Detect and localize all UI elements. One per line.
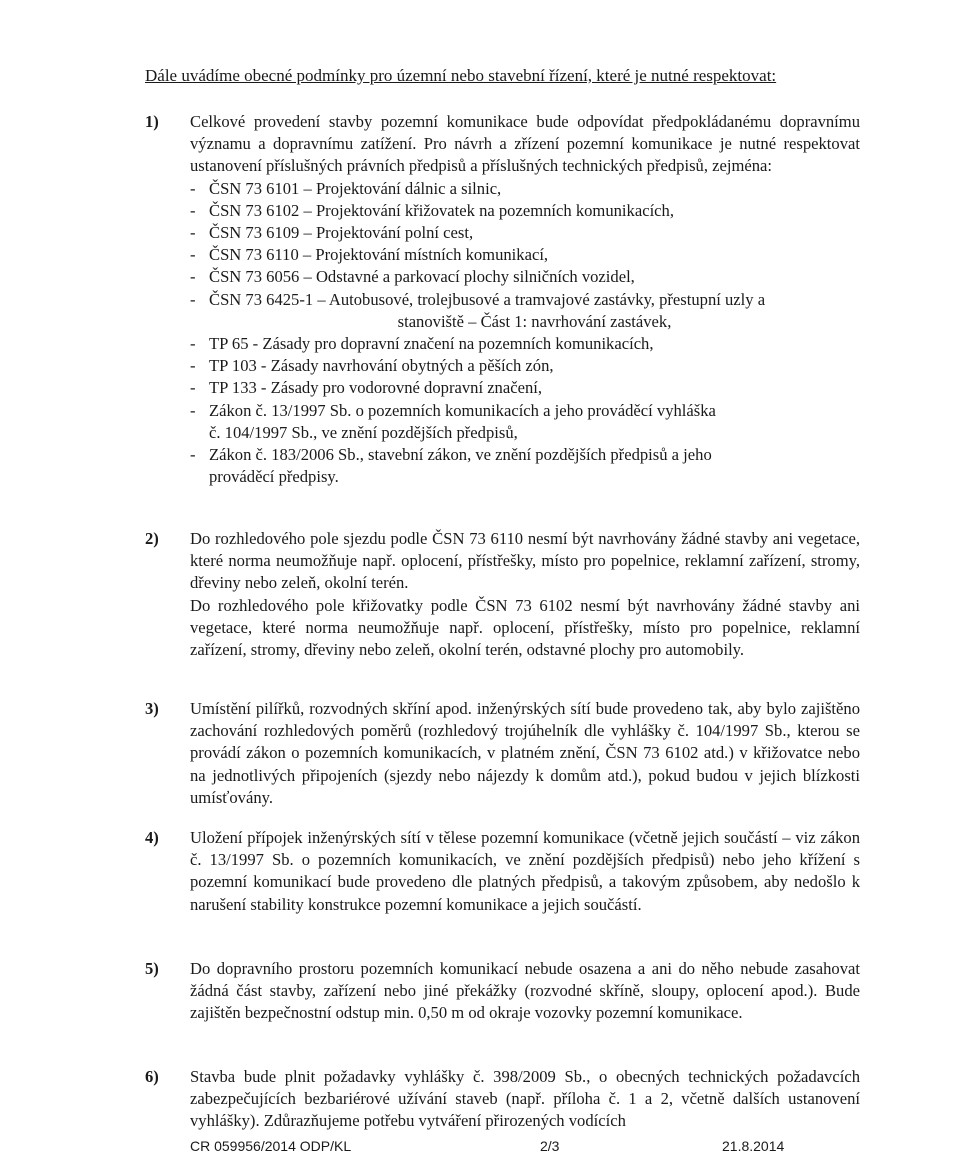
item-number: 2) bbox=[145, 529, 159, 548]
footer-reference: CR 059956/2014 ODP/KL bbox=[190, 1138, 352, 1154]
item-paragraph: Stavba bude plnit požadavky vyhlášky č. 398/2009 Sb., o obecných technických požadavcích zabezpečujících bezbariérové užívání staveb (např. příloha č. 1 a 2, včetně dalších ustanovení vyhlášky). Zdůrazňujeme potřebu vytváření přirozených vodících bbox=[190, 1067, 860, 1131]
footer-page-number: 2/3 bbox=[540, 1138, 560, 1154]
item-number: 1) bbox=[145, 112, 159, 131]
list-item: - ČSN 73 6110 – Projektování místních komunikací, bbox=[190, 244, 860, 266]
item-number: 6) bbox=[145, 1067, 159, 1086]
list-item: - TP 65 - Zásady pro dopravní značení na pozemních komunikacích, bbox=[190, 333, 860, 355]
item-paragraph-2: Do rozhledového pole křižovatky podle ČSN 73 6102 nesmí být navrhovány žádné stavby ani vegetace, které norma neumožňuje např. oplocení, přístřešky, místo pro popelnice, reklamní zařízení, stromy, dřeviny nebo zeleň, okolní terén, odstavné plochy pro automobily. bbox=[190, 595, 860, 660]
item-number: 4) bbox=[145, 828, 159, 847]
list-item: - TP 133 - Zásady pro vodorovné dopravní značení, bbox=[190, 377, 860, 399]
list-item: - TP 103 - Zásady navrhování obytných a pěších zón, bbox=[190, 355, 860, 377]
item-number: 3) bbox=[145, 699, 159, 718]
item-paragraph: Umístění pilířků, rozvodných skříní apod. inženýrských sítí bude provedeno tak, aby bylo zajištěno zachování rozhledových poměrů (rozhledový trojúhelník dle vyhlášky č. 104/1997 Sb., kterou se provádí zákon o pozemních komunikacích, v platném znění, ČSN 73 6102 atd.) v křižovatce nebo na jednotlivých připojeních (sjezdy nebo nájezdy k domům atd.), pokud budou v jejich blízkosti umísťovány. bbox=[190, 699, 860, 807]
item-paragraph: Do rozhledového pole sjezdu podle ČSN 73 6110 nesmí být navrhovány žádné stavby ani vegetace, které norma neumožňuje např. oplocení, přístřešky, místo pro popelnice, reklamní zařízení, stromy, dřeviny nebo zeleň, okolní terén. bbox=[190, 529, 860, 593]
list-item-text: Zákon č. 13/1997 Sb. o pozemních komunikacích a jeho prováděcí vyhláška bbox=[209, 400, 716, 420]
list-item-text: Zákon č. 183/2006 Sb., stavební zákon, ve znění pozdějších předpisů a jeho bbox=[209, 445, 712, 465]
item-paragraph: Celkové provedení stavby pozemní komunikace bude odpovídat předpokládanému dopravnímu významu a dopravnímu zatížení. Pro návrh a zřízení pozemní komunikace je nutné respektovat ustanovení příslušných právních předpisů a příslušných technických předpisů, zejména: bbox=[190, 112, 860, 176]
item-paragraph: Uložení přípojek inženýrských sítí v tělese pozemní komunikace (včetně jejich součástí – viz zákon č. 13/1997 Sb. o pozemních komunikacích, ve znění pozdějších předpisů) nebo jeho křížení s pozemní komunikací bude provedeno dle platných předpisů, a takovým způsobem, aby nedošlo k narušení stability konstrukce pozemní komunikace a jejich součástí. bbox=[190, 828, 860, 914]
list-item bbox=[190, 444, 860, 488]
list-item: - ČSN 73 6102 – Projektování křižovatek na pozemních komunikacích, bbox=[190, 200, 860, 222]
list-item bbox=[190, 400, 860, 444]
item-paragraph: Do dopravního prostoru pozemních komunikací nebude osazena a ani do něho nebude zasahovat žádná část stavby, zařízení nebo jiné překážky (rozvodné skříně, sloupy, oplocení apod.). Bude zajištěn bezpečnostní odstup min. 0,50 m od okraje vozovky pozemní komunikace. bbox=[190, 959, 860, 1023]
list-item-continuation: stanoviště – Část 1: navrhování zastávek, bbox=[397, 311, 672, 331]
standards-list bbox=[190, 178, 860, 489]
list-item-continuation: prováděcí předpisy. bbox=[209, 467, 339, 487]
list-item: - ČSN 73 6109 – Projektování polní cest, bbox=[190, 222, 860, 244]
list-item: - ČSN 73 6056 – Odstavné a parkovací plochy silničních vozidel, bbox=[190, 266, 860, 288]
list-item-continuation: č. 104/1997 Sb., ve znění pozdějších předpisů, bbox=[209, 422, 518, 442]
list-item: - ČSN 73 6101 – Projektování dálnic a silnic, bbox=[190, 178, 860, 200]
footer-date: 21.8.2014 bbox=[722, 1138, 785, 1154]
list-item bbox=[190, 289, 860, 333]
item-number: 5) bbox=[145, 959, 159, 978]
section-heading: Dále uvádíme obecné podmínky pro územní nebo stavební řízení, které je nutné respektovat: bbox=[145, 66, 777, 85]
list-item-text: ČSN 73 6425-1 – Autobusové, trolejbusové a tramvajové zastávky, přestupní uzly a bbox=[209, 289, 766, 309]
